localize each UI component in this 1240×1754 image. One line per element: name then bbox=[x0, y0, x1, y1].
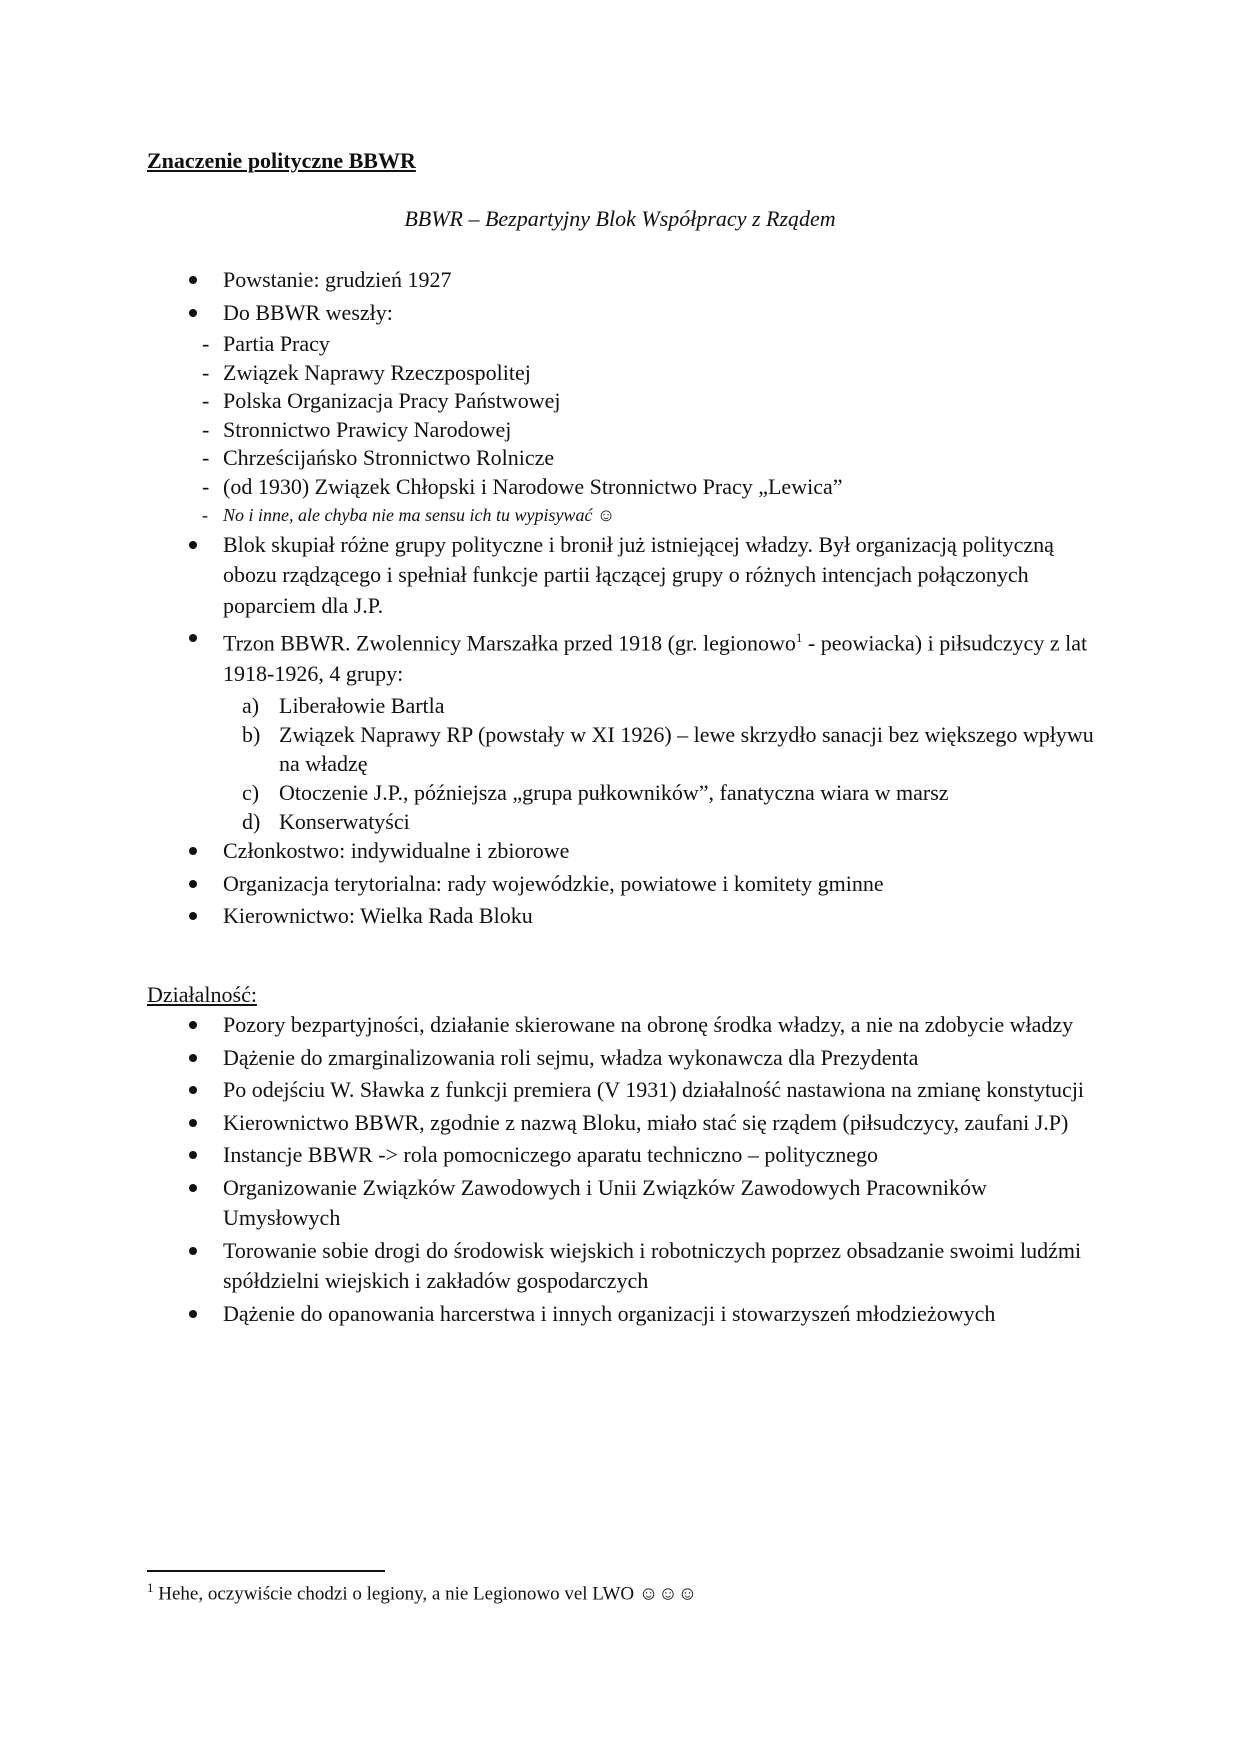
bullet-item: Blok skupiał różne grupy polityczne i bronił już istniejącej władzy. Był organizacją polityczną obozu rządzącego i spełniał funkcje partii łączącej grupy o różnych intencjach połączonych poparciem dla J.P. bbox=[147, 530, 1097, 622]
members-list bbox=[147, 330, 1097, 530]
bullet-item: Pozory bezpartyjności, działanie skierowane na obronę środka władzy, a nie na zdobycie władzy bbox=[147, 1010, 1097, 1041]
item-text: Związek Naprawy RP (powstały w XI 1926) – lewe skrzydło sanacji bez większego wpływu na władzę bbox=[279, 722, 1094, 777]
footnote-ref[interactable]: 1 bbox=[795, 630, 803, 645]
dash-text: Związek Naprawy Rzeczpospolitej bbox=[223, 359, 531, 385]
lettered-item bbox=[147, 807, 1097, 836]
groups-list bbox=[147, 691, 1097, 836]
item-text: Otoczenie J.P., późniejsza „grupa pułkowników”, fanatyczna wiara w marsz bbox=[279, 780, 949, 806]
bullet-item: Dążenie do zmarginalizowania roli sejmu, władza wykonawcza dla Prezydenta bbox=[147, 1043, 1097, 1074]
dash-text: Partia Pracy bbox=[223, 331, 330, 356]
item-text: Konserwatyści bbox=[279, 809, 410, 835]
item-marker: b) bbox=[242, 722, 261, 748]
document-title: Znaczenie polityczne BBWR bbox=[147, 148, 416, 173]
lettered-item bbox=[147, 778, 1097, 807]
dash-item: - Związek Naprawy Rzeczpospolitej bbox=[202, 359, 531, 385]
dash-text: No i inne, ale chyba nie ma sensu ich tu wypisywać ☺ bbox=[223, 505, 616, 525]
bullet-item: Organizacja terytorialna: rady wojewódzkie, powiatowe i komitety gminne bbox=[147, 869, 1097, 900]
dash-item: - Partia Pracy bbox=[202, 331, 330, 356]
section-activities bbox=[147, 980, 1097, 1331]
bullet-item: Instancje BBWR -> rola pomocniczego aparatu techniczno – politycznego bbox=[147, 1140, 1097, 1171]
bullet-item: Dążenie do opanowania harcerstwa i innych organizacji i stowarzyszeń młodzieżowych bbox=[147, 1299, 1097, 1330]
section-heading: Działalność: bbox=[147, 982, 257, 1007]
lettered-item bbox=[147, 720, 1097, 778]
item-marker: d) bbox=[242, 809, 261, 835]
bullet-item: Do BBWR weszły: bbox=[147, 298, 1097, 329]
dash-item: - Stronnictwo Prawicy Narodowej bbox=[202, 416, 512, 442]
footnote bbox=[147, 1580, 697, 1605]
bullet-item: Torowanie sobie drogi do środowisk wiejskich i robotniczych poprzez obsadzanie swoimi ludźmi spółdzielni wiejskich i zakładów gospodarczych bbox=[147, 1236, 1097, 1297]
footnote-number: 1 bbox=[147, 1580, 154, 1595]
bullet-item: Po odejściu W. Sławka z funkcji premiera (V 1931) działalność nastawiona na zmianę konstytucji bbox=[147, 1075, 1097, 1106]
bullet-item: Kierownictwo: Wielka Rada Bloku bbox=[147, 901, 1097, 932]
section-overview bbox=[147, 265, 1097, 934]
bullet-item bbox=[147, 623, 1097, 689]
dash-text: (od 1930) Związek Chłopski i Narodowe Stronnictwo Pracy „Lewica” bbox=[223, 473, 843, 499]
lettered-item bbox=[147, 691, 1097, 720]
dash-text: Polska Organizacja Pracy Państwowej bbox=[223, 388, 561, 413]
dash-item: - (od 1930) Związek Chłopski i Narodowe Stronnictwo Pracy „Lewica” bbox=[202, 473, 843, 499]
item-text: Liberałowie Bartla bbox=[279, 693, 445, 719]
dash-text: Chrześcijańsko Stronnictwo Rolnicze bbox=[223, 445, 555, 470]
subtitle-text: BBWR – Bezpartyjny Blok Współpracy z Rządem bbox=[404, 206, 836, 231]
item-marker: c) bbox=[242, 780, 260, 806]
bullet-text: Trzon BBWR. Zwolennicy Marszałka przed 1918 (gr. legionowo bbox=[223, 630, 796, 656]
document-subtitle bbox=[0, 206, 1240, 232]
bullet-item: Członkostwo: indywidualne i zbiorowe bbox=[147, 836, 1097, 867]
bullet-item: Organizowanie Związków Zawodowych i Unii Związków Zawodowych Pracowników Umysłowych bbox=[147, 1173, 1097, 1234]
dash-item: - Polska Organizacja Pracy Państwowej bbox=[202, 388, 561, 413]
bullet-text: - peowiacka) i piłsudczycy z lat 1918-1926, 4 grupy: bbox=[223, 630, 1088, 686]
bullet-item: Kierownictwo BBWR, zgodnie z nazwą Bloku, miało stać się rządem (piłsudczycy, zaufani J.P) bbox=[147, 1108, 1097, 1139]
dash-item: - Chrześcijańsko Stronnictwo Rolnicze bbox=[202, 445, 555, 470]
bullet-item: Powstanie: grudzień 1927 bbox=[147, 265, 1097, 296]
footnote-separator bbox=[147, 1570, 385, 1572]
footnote-text: Hehe, oczywiście chodzi o legiony, a nie Legionowo vel LWO ☺☺☺ bbox=[158, 1583, 698, 1605]
dash-text: Stronnictwo Prawicy Narodowej bbox=[223, 416, 512, 442]
dash-item: - No i inne, ale chyba nie ma sensu ich tu wypisywać ☺ bbox=[202, 505, 616, 525]
item-marker: a) bbox=[242, 693, 260, 719]
